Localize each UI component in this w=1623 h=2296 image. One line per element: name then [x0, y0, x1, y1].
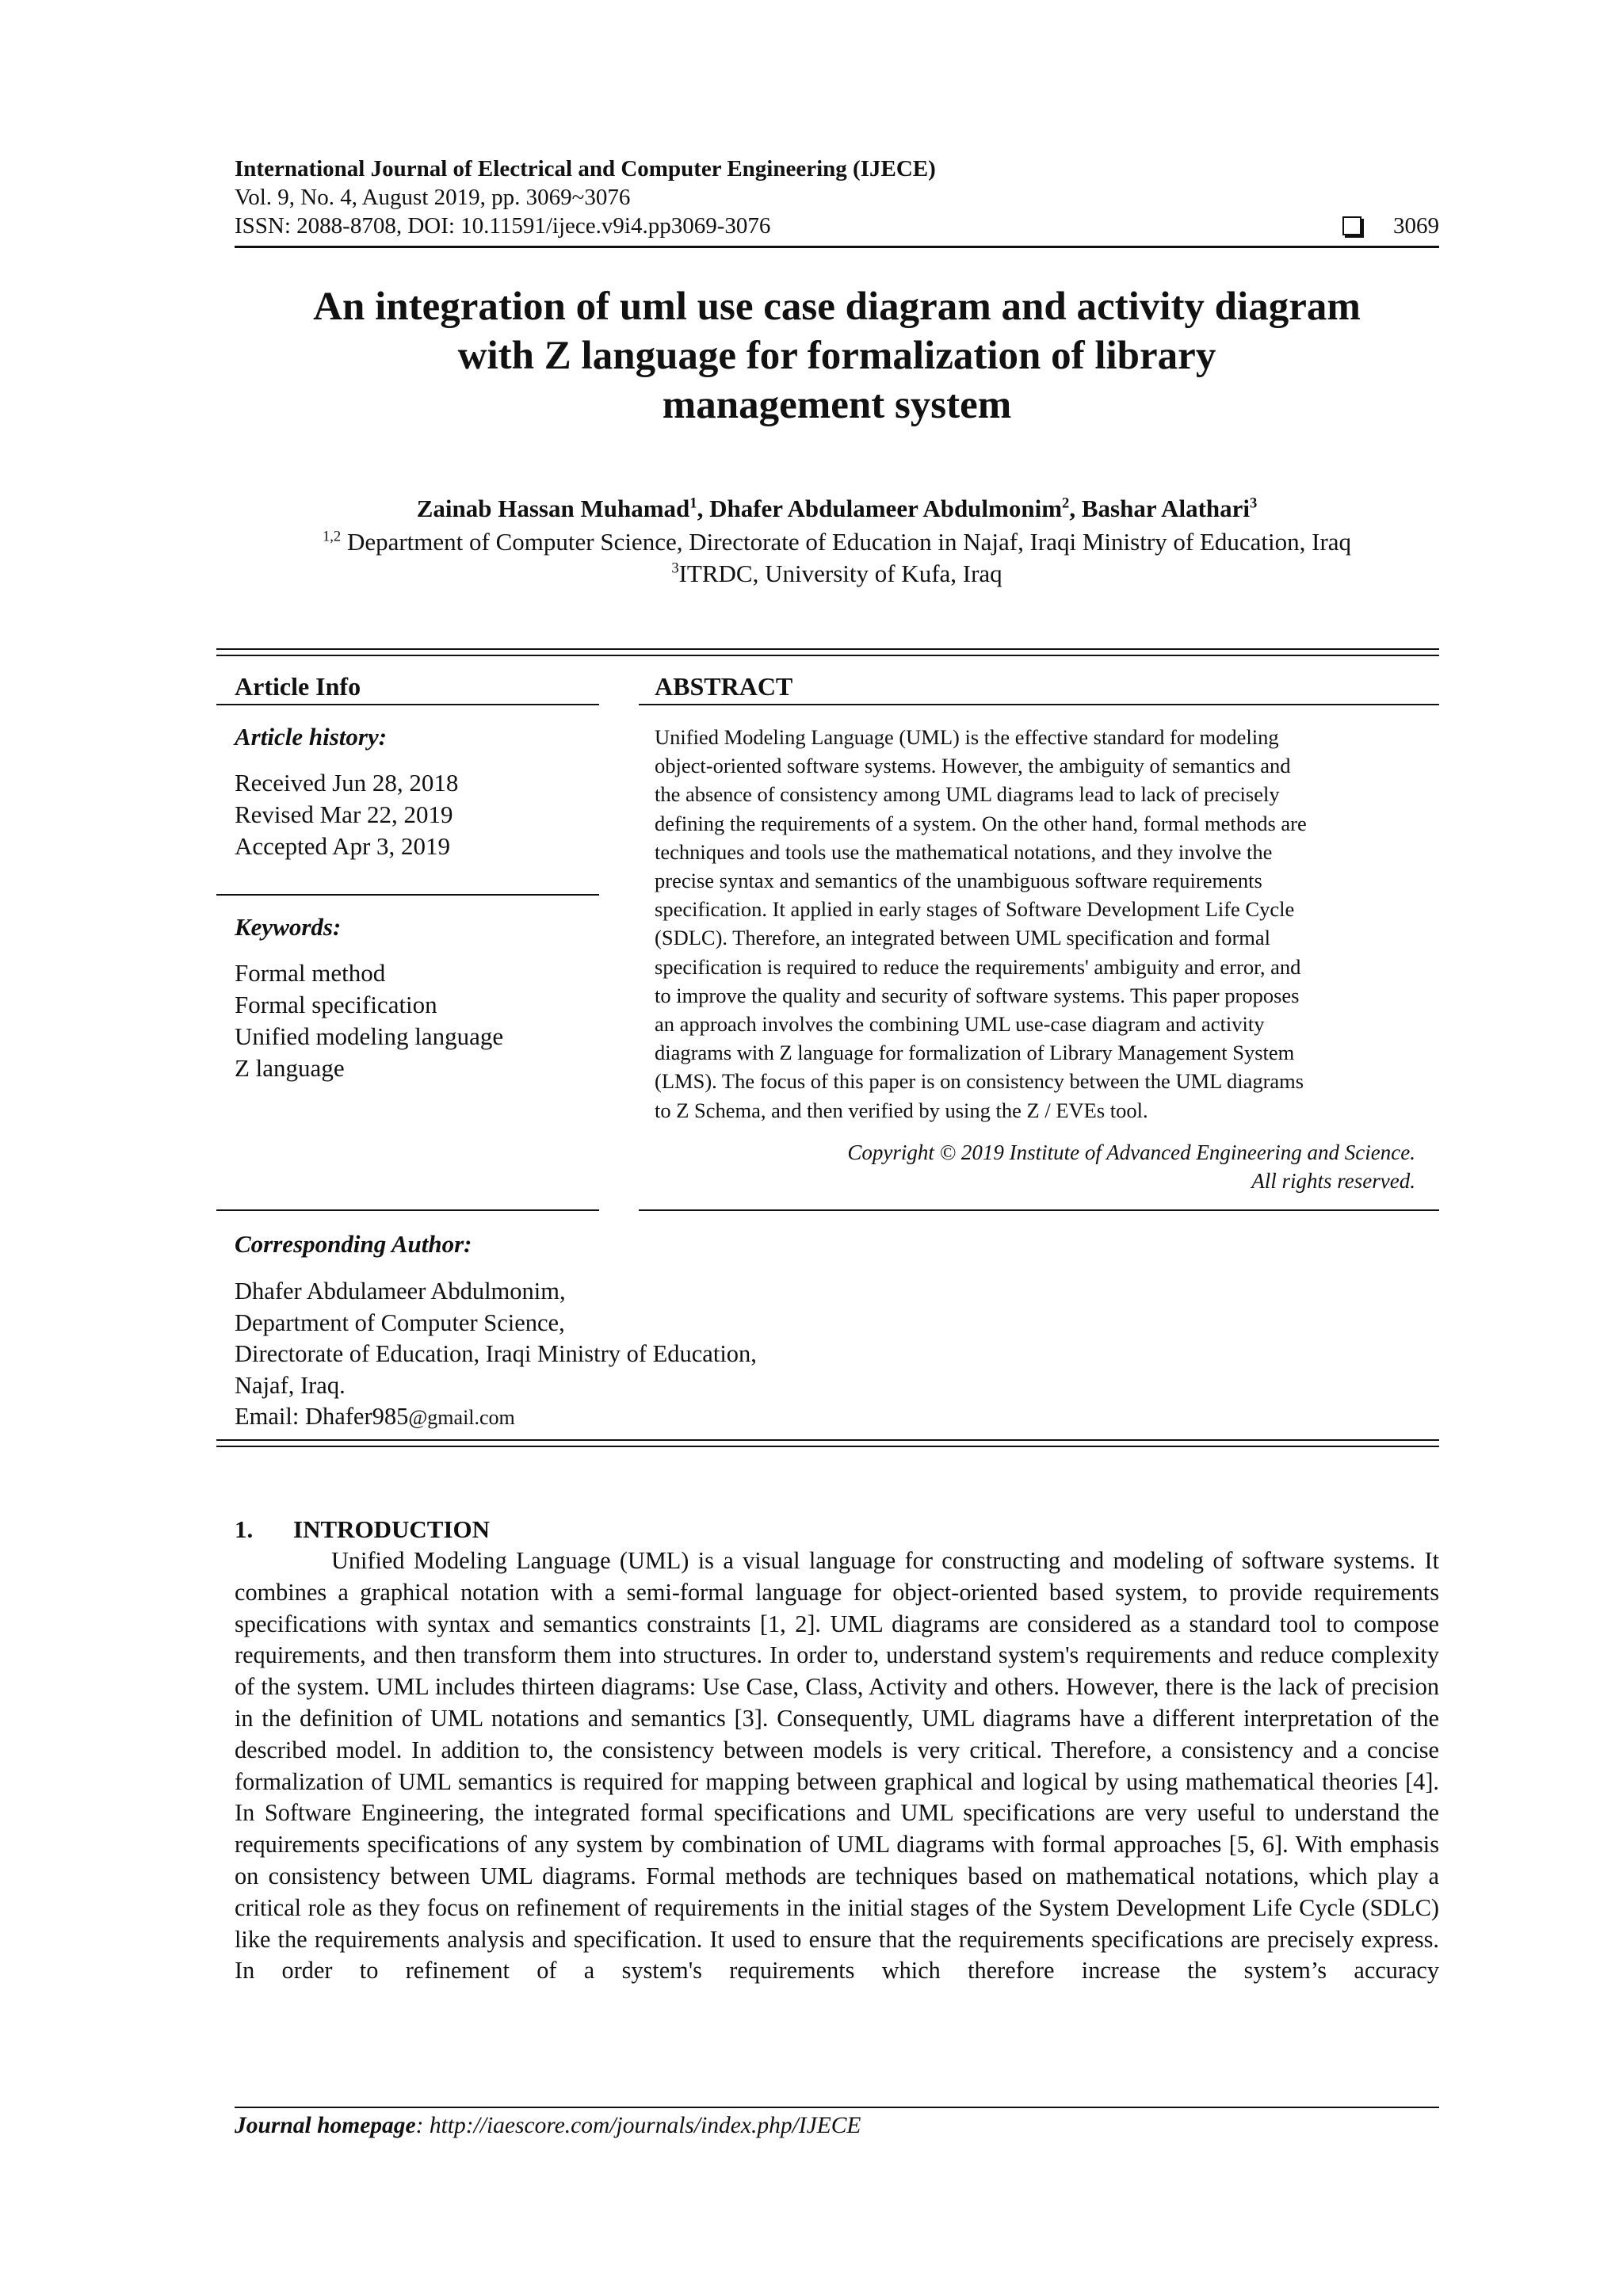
author-1-sup: 1: [689, 495, 697, 512]
abstract-line: the absence of consistency among UML diagrams lead to lack of precisely: [655, 782, 1280, 807]
journal-homepage-footer: [235, 2113, 861, 2139]
corresponding-author-details: [235, 1276, 757, 1434]
accepted-date: Accepted Apr 3, 2019: [235, 832, 451, 860]
keyword: Formal method: [235, 959, 386, 987]
abstract-line: techniques and tools use the mathematical notations, and they involve the: [655, 839, 1273, 864]
info-box-top-rule-1: [216, 648, 1439, 650]
abstract-line: specification is required to reduce the requirements' ambiguity and error, and: [655, 954, 1301, 979]
introduction-paragraph: Unified Modeling Language (UML) is a visual language for constructing and modeling of software systems. It combines a graphical notation with a semi-formal language for object-oriented based system, to provide requirements specifications with syntax and semantics constraints [1, 2]. UML diagrams are considered as a standard tool to compose requirements, and then transform them into structures. In order to, understand system's requirements and reduce complexity of the system. UML includes thirteen diagrams: Use Case, Class, Activity and others. However, there is the lack of precision in the definition of UML notations and semantics [3]. Consequently, UML diagrams have a different interpretation of the described model. In addition to, the consistency between models is very critical. Therefore, a consistency and a concise formalization of UML semantics is required for mapping between graphical and logical by using mathematical theories [4]. In Software Engineering, the integrated formal specifications and UML specifications are very useful to understand the requirements specifications of any system by combination of UML diagrams with formal approaches [5, 6]. With emphasis on consistency between UML diagrams. Formal methods are techniques based on mathematical notations, which play a critical role as they focus on refinement of requirements in the initial stages of the System Development Life Cycle (SDLC) like the requirements analysis and specification. It used to ensure that the requirements specifications are precisely express. In order to refinement of a system's requirements which therefore increase the system’s accuracy: [235, 1547, 1439, 1985]
title-line-1: An integration of uml use case diagram and activity diagram: [313, 285, 1361, 329]
keyword: Unified modeling language: [235, 1022, 504, 1050]
abstract-line: an approach involves the combining UML use-case diagram and activity: [655, 1012, 1265, 1037]
keywords-heading: Keywords:: [235, 913, 342, 941]
title-line-2: with Z language for formalization of library: [457, 334, 1216, 378]
footer-url[interactable]: : http://iaescore.com/journals/index.php/IJECE: [415, 2113, 861, 2138]
abstract-heading: ABSTRACT: [655, 672, 793, 701]
affiliation-2-sup: 3: [671, 560, 679, 577]
author-3-sup: 3: [1250, 495, 1258, 512]
abstract-rule: [639, 704, 1439, 705]
corresponding-dept: Department of Computer Science,: [235, 1308, 565, 1336]
copyright-line-1: Copyright © 2019 Institute of Advanced Engineering and Science.: [847, 1140, 1415, 1164]
header-page-block: [1342, 212, 1439, 239]
abstract-bottom-rule: [639, 1209, 1439, 1211]
corresponding-email: [235, 1401, 757, 1434]
email-domain: @gmail.com: [408, 1406, 515, 1429]
checkbox-square-icon: [1342, 216, 1361, 235]
paper-title: [235, 282, 1439, 430]
corresponding-city: Najaf, Iraq.: [235, 1371, 346, 1399]
corresponding-name: Dhafer Abdulameer Abdulmonim,: [235, 1278, 566, 1305]
info-box-bottom-rule-2: [216, 1446, 1439, 1447]
affiliation-2: [235, 558, 1439, 590]
volume-info: Vol. 9, No. 4, August 2019, pp. 3069~3076: [235, 185, 631, 210]
keywords-list: [235, 957, 503, 1084]
article-info-rule: [216, 704, 599, 705]
email-label: Email: Dhafer985: [235, 1403, 409, 1430]
author-list: Zainab Hassan Muhamad$^1$, Dhafer Abdulameer Abdulmonim$^2$, Bashar Alathari$^3$: [416, 495, 1258, 522]
copyright-line-2: All rights reserved.: [1251, 1169, 1415, 1193]
affiliation-1-text: Department of Computer Science, Directorate of Education in Najaf, Iraqi Ministry of Education, Iraq: [346, 528, 1352, 556]
keyword: Z language: [235, 1054, 345, 1082]
affiliation-2-text: ITRDC, University of Kufa, Iraq: [678, 560, 1002, 587]
header-rule: [235, 246, 1439, 248]
abstract-line: Unified Modeling Language (UML) is the effective standard for modeling: [655, 725, 1279, 749]
affiliation-1: [235, 526, 1439, 558]
affiliation-1-sup: 1,2: [322, 528, 342, 545]
abstract-line: to Z Schema, and then verified by using the Z / EVEs tool.: [655, 1098, 1148, 1122]
info-box-bottom-rule-1: [216, 1439, 1439, 1441]
abstract-line: (SDLC). Therefore, an integrated between UML specification and formal: [655, 926, 1271, 950]
title-line-3: management system: [662, 383, 1012, 427]
page-number: 3069: [1393, 213, 1439, 239]
footer-label: Journal homepage: [235, 2113, 416, 2138]
abstract-line: specification. It applied in early stages of Software Development Life Cycle: [655, 897, 1295, 922]
article-info-heading: Article Info: [235, 672, 361, 701]
abstract-line: (LMS). The focus of this paper is on consistency between the UML diagrams: [655, 1069, 1304, 1094]
section-heading-introduction: [235, 1515, 490, 1544]
keyword: Formal specification: [235, 991, 437, 1018]
left-column-bottom-rule: [216, 1209, 599, 1211]
article-history: [235, 767, 458, 862]
abstract-line: defining the requirements of a system. On the other hand, formal methods are: [655, 811, 1307, 835]
footer-rule: [235, 2107, 1439, 2108]
corresponding-author-heading: Corresponding Author:: [235, 1230, 472, 1258]
introduction-body: [235, 1545, 1439, 1987]
article-history-heading: Article history:: [235, 723, 388, 751]
author-2: Dhafer Abdulameer Abdulmonim: [709, 495, 1063, 522]
corresponding-org: Directorate of Education, Iraqi Ministry of Education,: [235, 1340, 757, 1367]
author-2-sup: 2: [1062, 495, 1070, 512]
abstract-line: to improve the quality and security of software systems. This paper proposes: [655, 983, 1300, 1007]
abstract-line: object-oriented software systems. However, the ambiguity of semantics and: [655, 754, 1291, 778]
received-date: Received Jun 28, 2018: [235, 769, 459, 797]
journal-name: International Journal of Electrical and Computer Engineering (IJECE): [235, 156, 936, 181]
revised-date: Revised Mar 22, 2019: [235, 800, 453, 828]
author-1: Zainab Hassan Muhamad: [416, 495, 690, 522]
author-3: Bashar Alathari: [1081, 495, 1250, 522]
history-rule: [216, 894, 599, 896]
abstract-text: [655, 723, 1415, 1125]
section-number: 1.: [235, 1515, 254, 1543]
abstract-line: diagrams with Z language for formalization of Library Management System: [655, 1041, 1295, 1065]
section-title: INTRODUCTION: [293, 1515, 491, 1543]
issn-doi: ISSN: 2088-8708, DOI: 10.11591/ijece.v9i4.pp3069-3076: [235, 213, 771, 239]
abstract-line: precise syntax and semantics of the unambiguous software requirements: [655, 869, 1262, 893]
info-box-top-rule-2: [216, 655, 1439, 656]
